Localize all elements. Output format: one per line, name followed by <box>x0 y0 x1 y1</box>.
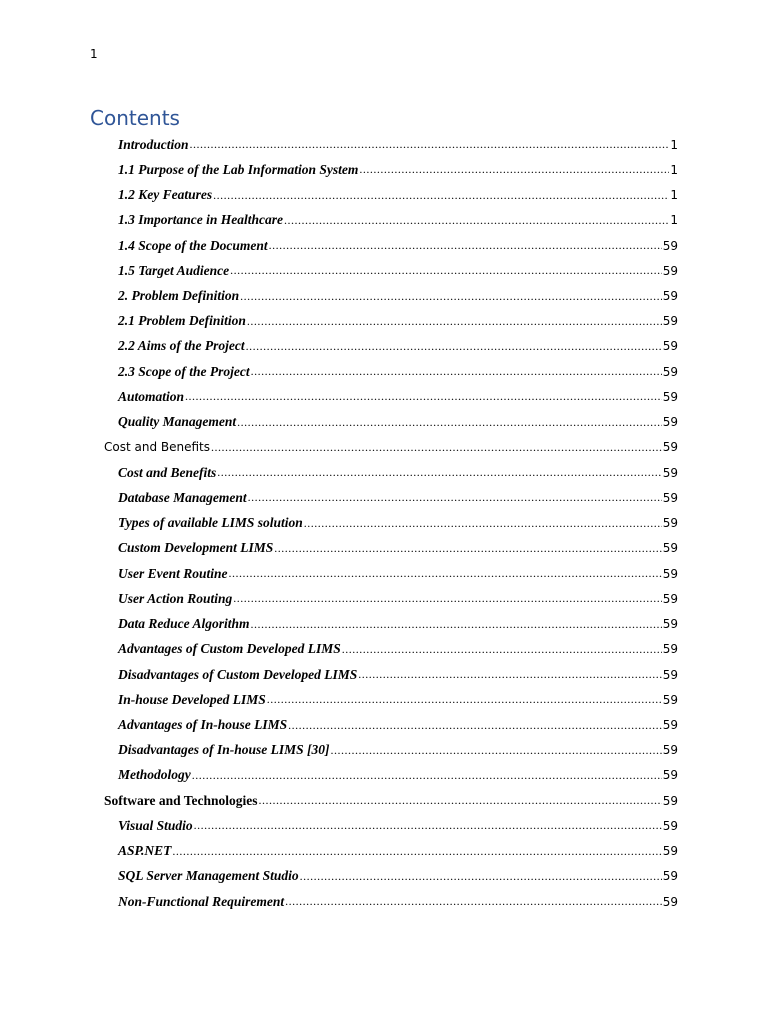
toc-entry-title[interactable]: 1.5 Target Audience <box>118 262 230 278</box>
toc-entry-title[interactable]: Database Management <box>118 489 247 505</box>
toc-entry-title[interactable]: 2.3 Scope of the Project <box>118 363 250 379</box>
toc-entry-title[interactable]: Methodology <box>118 767 191 783</box>
toc-entry-title[interactable]: Cost and Benefits <box>118 464 217 480</box>
toc-entry-title[interactable]: Quality Management <box>118 414 237 430</box>
toc-entry-title[interactable]: Non-Functional Requirement <box>118 893 285 909</box>
dot-leader <box>217 465 661 480</box>
toc-entry[interactable] <box>0 611 768 636</box>
toc-entry[interactable] <box>0 182 768 207</box>
table-of-contents <box>0 132 768 914</box>
toc-entry-title[interactable]: User Event Routine <box>118 565 228 581</box>
dot-leader <box>192 768 662 783</box>
toc-entry[interactable] <box>0 132 768 157</box>
dot-leader <box>274 541 661 556</box>
dot-leader <box>233 591 661 606</box>
toc-entry-title[interactable]: Custom Development LIMS <box>118 540 274 556</box>
toc-entry-page-number[interactable]: 1 <box>670 162 678 177</box>
toc-entry-page-number[interactable]: 59 <box>662 692 678 707</box>
toc-entry-page-number[interactable]: 59 <box>662 289 678 304</box>
toc-entry-page-number[interactable]: 59 <box>662 490 678 505</box>
toc-entry-page-number[interactable]: 59 <box>662 314 678 329</box>
toc-entry[interactable] <box>0 864 768 889</box>
toc-entry-title[interactable]: 1.3 Importance in Healthcare <box>118 212 283 228</box>
toc-entry-title[interactable]: User Action Routing <box>118 590 233 606</box>
toc-entry-title[interactable]: In-house Developed LIMS <box>118 691 266 707</box>
toc-entry-title[interactable]: Disadvantages of In-house LIMS [30] <box>118 742 330 758</box>
toc-entry-title[interactable]: Advantages of Custom Developed LIMS <box>118 641 341 657</box>
toc-entry-page-number[interactable]: 59 <box>662 617 678 632</box>
toc-entry-title[interactable]: 2. Problem Definition <box>118 288 240 304</box>
toc-entry[interactable] <box>0 485 768 510</box>
toc-entry[interactable] <box>0 258 768 283</box>
dot-leader <box>185 389 662 404</box>
toc-entry[interactable] <box>0 637 768 662</box>
toc-entry-title[interactable]: Disadvantages of Custom Developed LIMS <box>118 666 358 682</box>
toc-entry-page-number[interactable]: 59 <box>662 364 678 379</box>
toc-entry-page-number[interactable]: 59 <box>662 591 678 606</box>
toc-entry[interactable] <box>0 511 768 536</box>
dot-leader <box>248 490 662 505</box>
dot-leader <box>213 188 669 203</box>
toc-heading: Contents <box>90 106 180 130</box>
dot-leader <box>285 894 662 909</box>
toc-entry[interactable] <box>0 586 768 611</box>
toc-entry[interactable] <box>0 334 768 359</box>
toc-entry-title[interactable]: Software and Technologies <box>104 792 258 808</box>
toc-entry[interactable] <box>0 813 768 838</box>
toc-entry-title[interactable]: Cost and Benefits <box>104 440 211 455</box>
toc-entry[interactable] <box>0 435 768 460</box>
toc-entry-page-number[interactable]: 59 <box>662 844 678 859</box>
toc-entry-page-number[interactable]: 59 <box>662 667 678 682</box>
toc-entry-title[interactable]: 1.2 Key Features <box>118 187 213 203</box>
toc-entry[interactable] <box>0 839 768 864</box>
toc-entry-title[interactable]: 1.1 Purpose of the Lab Information System <box>118 161 359 177</box>
toc-entry-page-number[interactable]: 59 <box>662 440 678 455</box>
dot-leader <box>284 213 669 228</box>
toc-entry-title[interactable]: Data Reduce Algorithm <box>118 616 250 632</box>
toc-entry-page-number[interactable]: 59 <box>662 768 678 783</box>
toc-entry-page-number[interactable]: 59 <box>662 238 678 253</box>
toc-entry[interactable] <box>0 233 768 258</box>
dot-leader <box>247 314 662 329</box>
toc-entry-title[interactable]: Automation <box>118 388 185 404</box>
dot-leader <box>358 667 661 682</box>
toc-entry-title[interactable]: Advantages of In-house LIMS <box>118 717 288 732</box>
toc-entry[interactable] <box>0 410 768 435</box>
toc-entry-page-number[interactable]: 1 <box>670 137 678 152</box>
dot-leader <box>304 516 662 531</box>
dot-leader <box>331 743 662 758</box>
dot-leader <box>246 339 662 354</box>
toc-entry[interactable] <box>0 712 768 737</box>
dot-leader <box>300 869 662 884</box>
toc-entry-page-number[interactable]: 59 <box>662 263 678 278</box>
dot-leader <box>230 263 662 278</box>
toc-entry-page-number[interactable]: 59 <box>662 566 678 581</box>
toc-entry[interactable] <box>0 763 768 788</box>
toc-entry-title[interactable]: Introduction <box>118 136 189 152</box>
dot-leader <box>194 818 662 833</box>
toc-entry-page-number[interactable]: 1 <box>670 213 678 228</box>
toc-entry-title[interactable]: 1.4 Scope of the Document <box>118 237 268 253</box>
dot-leader <box>240 289 662 304</box>
toc-entry[interactable] <box>0 662 768 687</box>
toc-entry-page-number[interactable]: 59 <box>662 743 678 758</box>
dot-leader <box>190 137 670 152</box>
page-number: 1 <box>90 47 98 61</box>
toc-entry-page-number[interactable]: 59 <box>662 718 678 732</box>
dot-leader <box>251 364 662 379</box>
toc-entry[interactable] <box>0 460 768 485</box>
toc-entry-page-number[interactable]: 59 <box>662 869 678 884</box>
dot-leader <box>288 718 662 733</box>
toc-entry-page-number[interactable]: 59 <box>662 541 678 556</box>
dot-leader <box>237 415 662 430</box>
toc-entry-page-number[interactable]: 59 <box>662 793 678 808</box>
toc-entry[interactable] <box>0 536 768 561</box>
dot-leader <box>267 692 662 707</box>
toc-entry[interactable] <box>0 788 768 813</box>
toc-entry[interactable] <box>0 687 768 712</box>
toc-entry-page-number[interactable]: 59 <box>662 642 678 657</box>
toc-entry-title[interactable]: Visual Studio <box>118 817 193 833</box>
dot-leader <box>229 566 662 581</box>
toc-entry-page-number[interactable]: 59 <box>662 389 678 404</box>
toc-entry-page-number[interactable]: 59 <box>662 465 678 480</box>
dot-leader <box>359 162 669 177</box>
toc-entry-title[interactable]: 2.2 Aims of the Project <box>118 338 245 354</box>
toc-entry-title[interactable]: ASP.NET <box>118 843 172 859</box>
dot-leader <box>211 440 662 455</box>
toc-entry[interactable] <box>0 384 768 409</box>
toc-entry[interactable] <box>0 208 768 233</box>
toc-entry[interactable] <box>0 283 768 308</box>
toc-entry[interactable] <box>0 157 768 182</box>
toc-entry-title[interactable]: SQL Server Management Studio <box>118 868 299 884</box>
dot-leader <box>269 238 662 253</box>
toc-entry-title[interactable]: 2.1 Problem Definition <box>118 313 246 329</box>
toc-entry-page-number[interactable]: 59 <box>662 818 678 833</box>
toc-entry[interactable] <box>0 561 768 586</box>
dot-leader <box>342 642 662 657</box>
toc-entry-page-number[interactable]: 59 <box>662 339 678 354</box>
toc-entry-page-number[interactable]: 59 <box>662 894 678 909</box>
dot-leader <box>259 793 662 808</box>
toc-entry[interactable] <box>0 359 768 384</box>
toc-entry-page-number[interactable]: 59 <box>662 415 678 430</box>
dot-leader <box>251 617 662 632</box>
toc-entry[interactable] <box>0 889 768 914</box>
toc-entry[interactable] <box>0 309 768 334</box>
toc-entry-page-number[interactable]: 59 <box>662 516 678 531</box>
toc-entry-page-number[interactable]: 1 <box>670 188 678 203</box>
dot-leader <box>172 844 661 859</box>
toc-entry-title[interactable]: Types of available LIMS solution <box>118 515 303 531</box>
toc-entry[interactable] <box>0 738 768 763</box>
